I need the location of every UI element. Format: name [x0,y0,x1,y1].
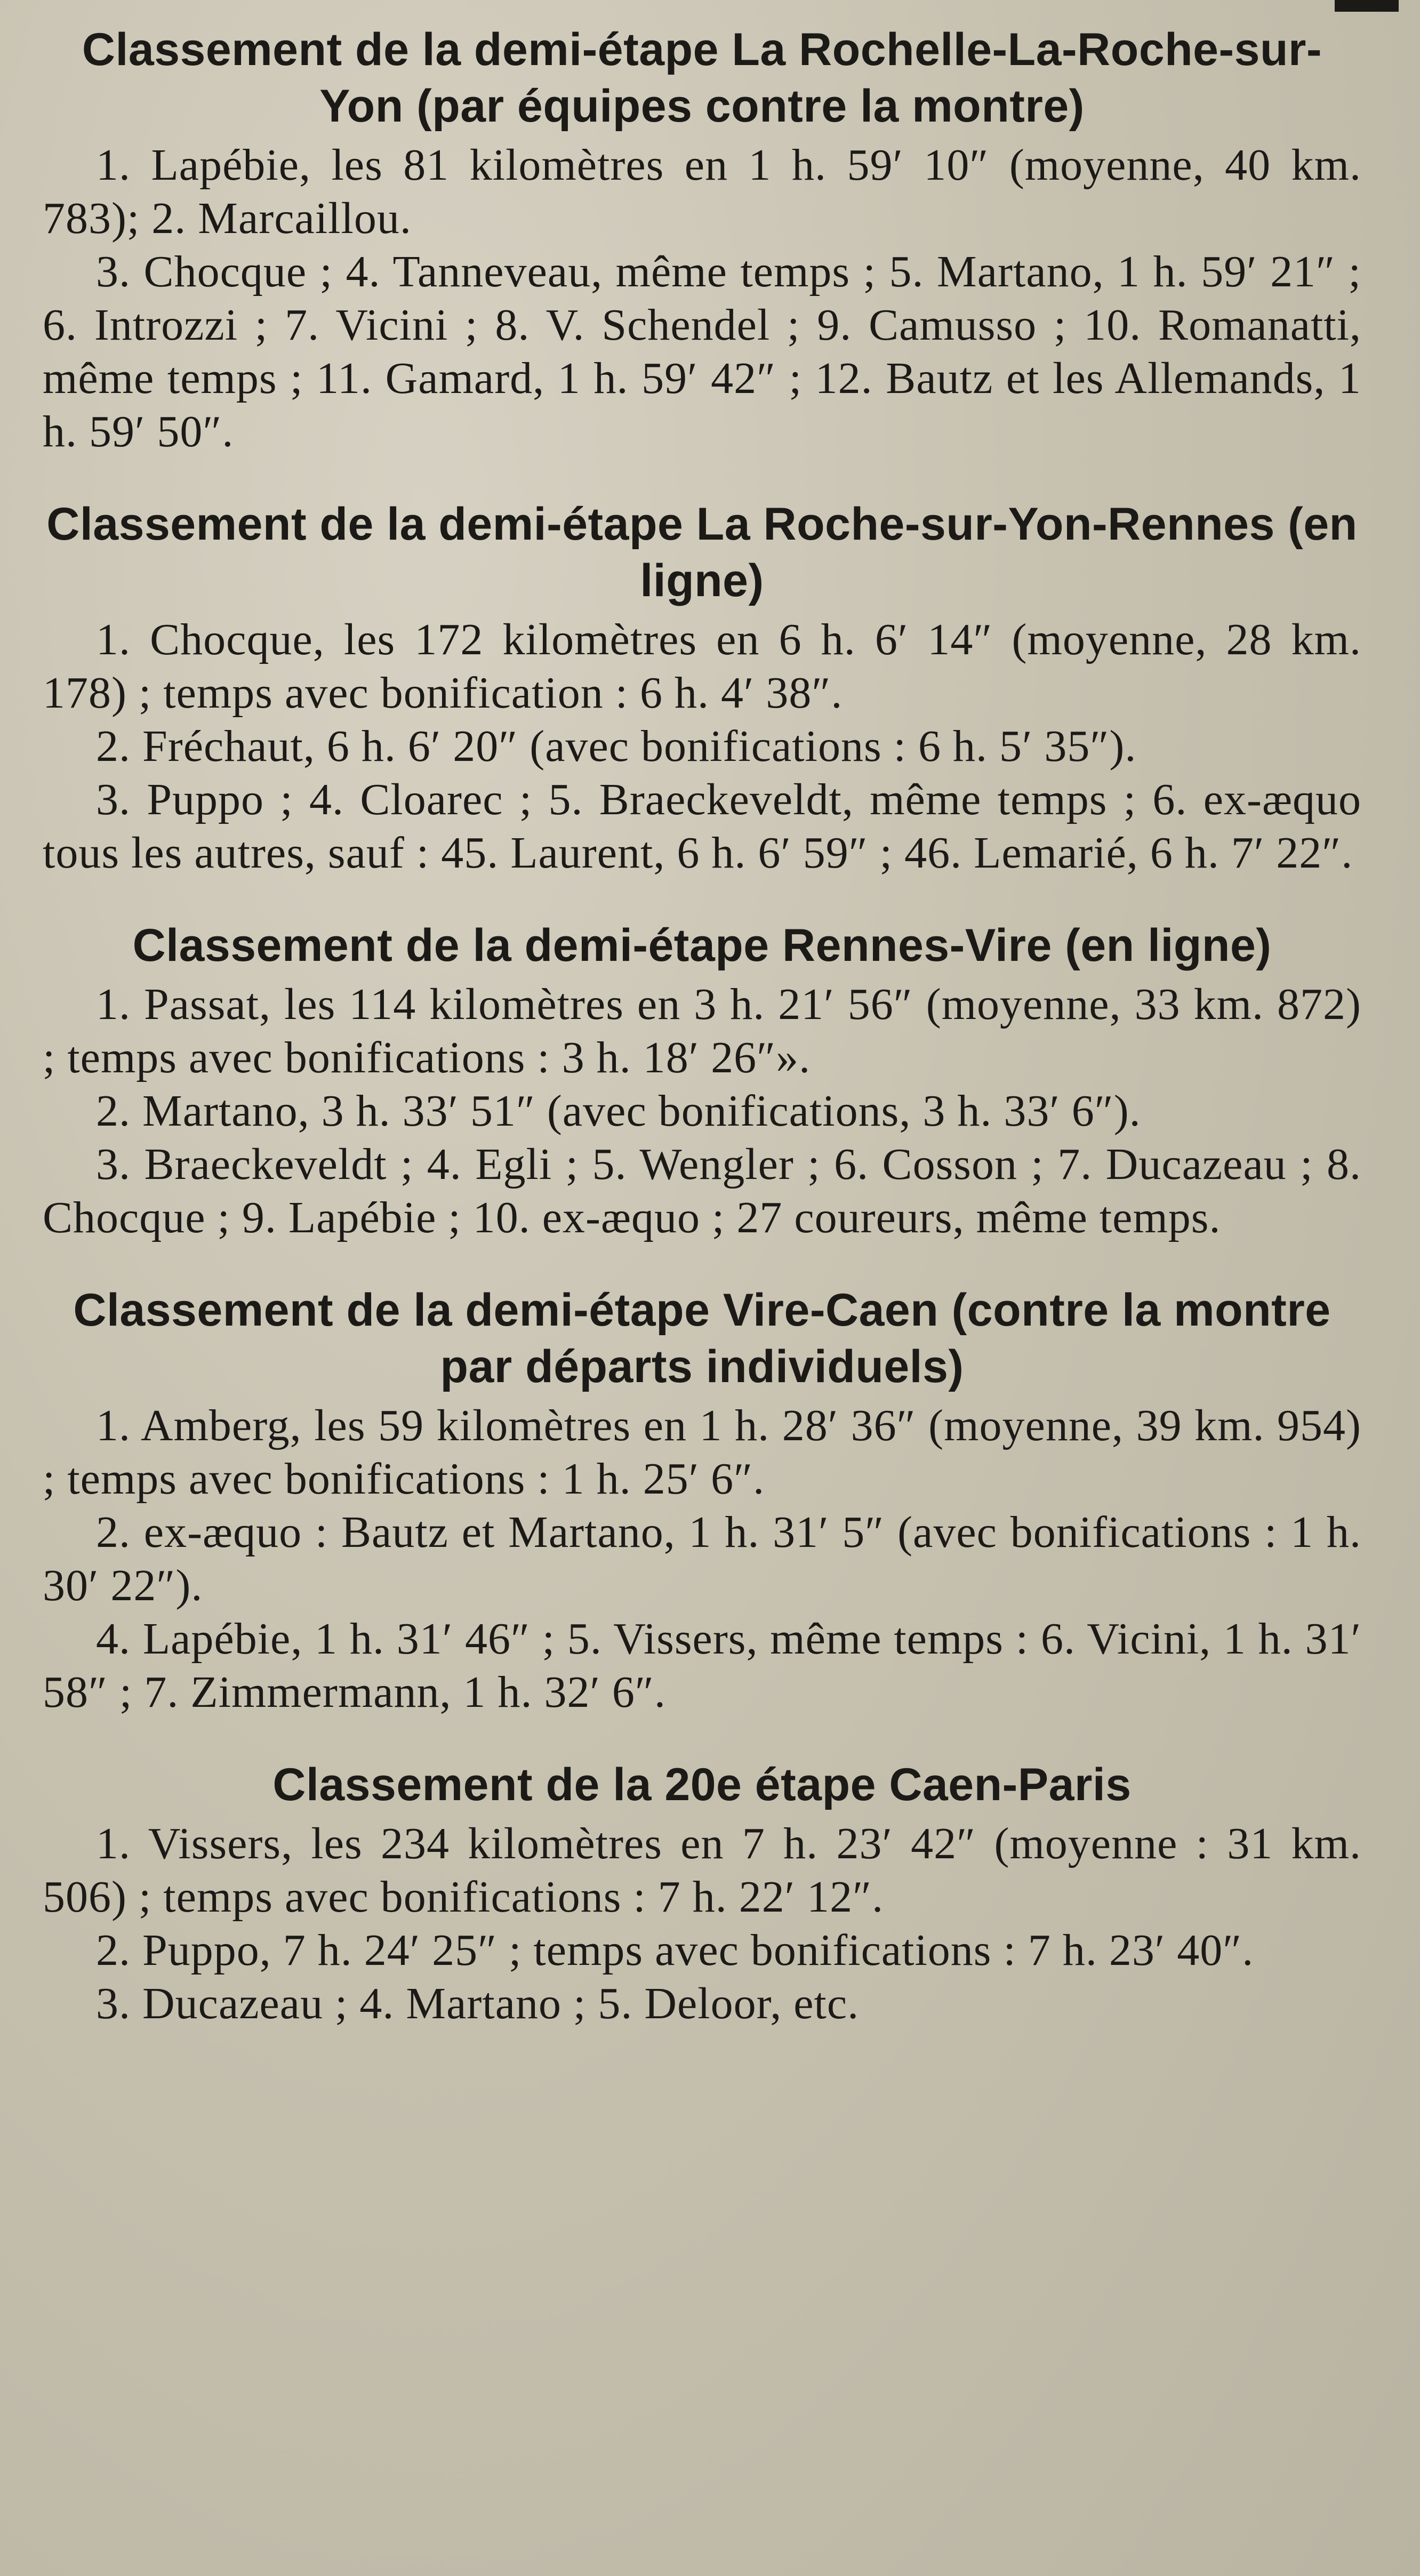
result-paragraph: 3. Ducazeau ; 4. Martano ; 5. Deloor, etc. [96,1979,860,2028]
result-paragraph: 2. ex-æquo : Bautz et Martano, 1 h. 31′ 5″ (avec bonifications : 1 h. 30′ 22″). [43,1507,1361,1610]
result-paragraph: 4. Lapébie, 1 h. 31′ 46″ ; 5. Vissers, même temps : 6. Vicini, 1 h. 31′ 58″ ; 7. Zimmermann, 1 h. 32′ 6″. [43,1614,1361,1717]
section-la-rochelle-la-roche-sur-yon [43,21,1361,459]
result-paragraph: 3. Chocque ; 4. Tanneveau, même temps ; 5. Martano, 1 h. 59′ 21″ ; 6. Introzzi ; 7. Vicini ; 8. V. Schendel ; 9. Camusso ; 10. Romanatti, même temps ; 11. Gamard, 1 h. 59′ 42″ ; 12. Bautz et les Allemands, 1 h. 59′ 50″. [43,247,1361,456]
result-paragraph: 2. Puppo, 7 h. 24′ 25″ ; temps avec bonifications : 7 h. 23′ 40″. [96,1925,1254,1975]
section-rennes-vire [43,917,1361,1245]
section-heading: Classement de la 20e étape Caen-Paris [272,1759,1132,1810]
result-paragraph: 3. Puppo ; 4. Cloarec ; 5. Braeckeveldt, même temps ; 6. ex-æquo tous les autres, sauf : 45. Laurent, 6 h. 6′ 59″ ; 46. Lemarié, 6 h. 7′ 22″. [43,775,1361,878]
result-paragraph: 1. Passat, les 114 kilomètres en 3 h. 21′ 56″ (moyenne, 33 km. 872) ; temps avec bonifications : 3 h. 18′ 26″». [43,980,1361,1082]
result-paragraph: 1. Lapébie, les 81 kilomètres en 1 h. 59′ 10″ (moyenne, 40 km. 783); 2. Marcaillou. [43,140,1361,243]
result-paragraph: 2. Martano, 3 h. 33′ 51″ (avec bonifications, 3 h. 33′ 6″). [96,1086,1141,1136]
result-paragraph: 1. Vissers, les 234 kilomètres en 7 h. 23′ 42″ (moyenne : 31 km. 506) ; temps avec bonifications : 7 h. 22′ 12″. [43,1819,1361,1922]
corner-rule [1335,0,1399,12]
section-la-roche-sur-yon-rennes [43,496,1361,880]
result-paragraph: 2. Fréchaut, 6 h. 6′ 20″ (avec bonifications : 6 h. 5′ 35″). [96,721,1137,771]
section-caen-paris [43,1756,1361,2031]
result-paragraph: 3. Braeckeveldt ; 4. Egli ; 5. Wengler ; 6. Cosson ; 7. Ducazeau ; 8. Chocque ; 9. Lapébie ; 10. ex-æquo ; 27 coureurs, même temps. [43,1139,1361,1242]
result-paragraph: 1. Chocque, les 172 kilomètres en 6 h. 6′ 14″ (moyenne, 28 km. 178) ; temps avec bonification : 6 h. 4′ 38″. [43,615,1361,718]
section-heading: Classement de la demi-étape Rennes-Vire (en ligne) [132,920,1272,971]
section-heading: Classement de la demi-étape La Roche-sur-Yon-Rennes (en ligne) [46,499,1358,606]
section-heading: Classement de la demi-étape Vire-Caen (contre la montre par départs individuels) [73,1285,1331,1392]
result-paragraph: 1. Amberg, les 59 kilomètres en 1 h. 28′ 36″ (moyenne, 39 km. 954) ; temps avec bonifications : 1 h. 25′ 6″. [43,1401,1361,1504]
section-vire-caen [43,1282,1361,1719]
section-heading: Classement de la demi-étape La Rochelle-La-Roche-sur-Yon (par équipes contre la montre) [82,24,1322,132]
